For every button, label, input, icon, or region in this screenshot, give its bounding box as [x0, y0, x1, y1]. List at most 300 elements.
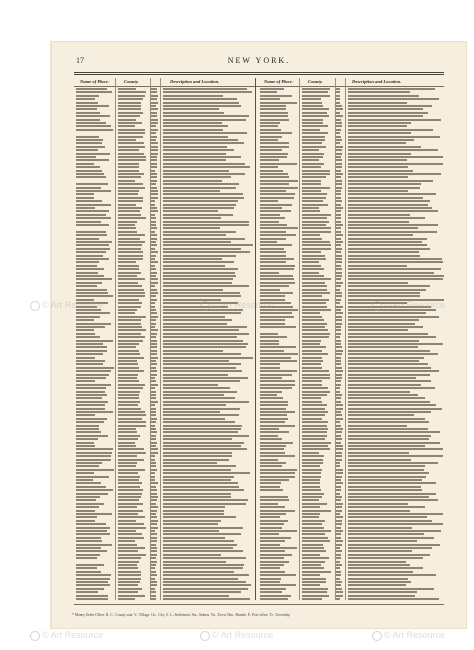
text-line — [260, 584, 296, 586]
text-line — [302, 353, 328, 355]
text-line — [151, 581, 157, 583]
text-line — [348, 374, 430, 376]
text-line — [76, 414, 95, 416]
text-line — [348, 523, 443, 525]
text-line — [302, 306, 327, 308]
text-line — [151, 258, 155, 260]
text-line — [76, 425, 99, 427]
text-line — [118, 506, 137, 508]
text-line — [336, 503, 343, 505]
text-line — [302, 496, 322, 498]
text-line — [336, 292, 342, 294]
text-line — [76, 472, 94, 474]
text-line — [336, 129, 341, 131]
text-line — [302, 156, 323, 158]
text-line — [118, 510, 143, 512]
text-line — [151, 183, 156, 185]
text-line — [336, 595, 343, 597]
left-postal-code-column — [151, 88, 159, 600]
text-line — [118, 265, 139, 267]
text-line — [118, 95, 145, 97]
text-line — [76, 360, 105, 362]
text-line — [118, 258, 143, 260]
text-line — [151, 530, 155, 532]
text-line — [302, 472, 321, 474]
text-line — [336, 217, 341, 219]
text-line — [76, 363, 103, 365]
text-line — [336, 173, 343, 175]
text-line — [151, 489, 157, 491]
text-line — [302, 595, 329, 597]
text-line — [348, 489, 422, 491]
text-line — [336, 486, 341, 488]
text-line — [118, 469, 145, 471]
text-line — [163, 204, 236, 206]
text-line — [336, 282, 343, 284]
text-line — [348, 278, 443, 280]
text-line — [348, 578, 408, 580]
text-line — [118, 190, 139, 192]
text-line — [336, 510, 342, 512]
text-line — [348, 581, 411, 583]
text-line — [163, 323, 227, 325]
text-line — [151, 418, 157, 420]
running-title: NEW YORK. — [227, 56, 291, 65]
text-line — [336, 183, 342, 185]
text-line — [118, 340, 143, 342]
text-line — [260, 421, 285, 423]
text-line — [151, 119, 158, 121]
text-line — [336, 581, 342, 583]
text-line — [260, 384, 295, 386]
text-line — [348, 370, 439, 372]
text-line — [260, 156, 287, 158]
text-line — [151, 139, 156, 141]
text-line — [163, 357, 253, 359]
text-line — [163, 367, 236, 369]
text-line — [260, 387, 292, 389]
text-line — [260, 289, 280, 291]
text-line — [151, 578, 155, 580]
text-line — [76, 394, 107, 396]
text-line — [151, 197, 158, 199]
text-line — [76, 452, 112, 454]
text-line — [260, 234, 296, 236]
text-line — [336, 227, 341, 229]
text-line — [118, 595, 145, 597]
text-line — [76, 598, 108, 600]
text-line — [76, 285, 97, 287]
text-line — [348, 387, 435, 389]
text-line — [118, 408, 141, 410]
text-line — [302, 88, 330, 90]
text-line — [348, 153, 411, 155]
text-line — [348, 588, 434, 590]
text-line — [260, 200, 278, 202]
text-line — [76, 370, 111, 372]
text-line — [118, 360, 137, 362]
text-line — [151, 221, 156, 223]
text-line — [260, 326, 296, 328]
text-line — [118, 472, 138, 474]
text-line — [348, 571, 413, 573]
watermark: © Art Resource — [200, 630, 273, 641]
text-line — [118, 394, 139, 396]
text-line — [336, 523, 342, 525]
text-line — [118, 210, 140, 212]
text-line — [118, 149, 139, 151]
text-line — [151, 370, 157, 372]
text-line — [163, 499, 248, 501]
text-line — [336, 489, 341, 491]
text-line — [260, 520, 288, 522]
text-line — [118, 363, 138, 365]
text-line — [348, 91, 410, 93]
text-line — [118, 289, 144, 291]
text-line — [76, 438, 98, 440]
text-line — [76, 221, 101, 223]
text-line — [163, 173, 245, 175]
text-line — [151, 163, 157, 165]
text-line — [302, 163, 324, 165]
text-line — [118, 523, 144, 525]
text-line — [76, 149, 98, 151]
text-line — [118, 102, 141, 104]
text-line — [348, 326, 423, 328]
text-line — [336, 346, 342, 348]
text-line — [348, 506, 425, 508]
text-line — [348, 574, 436, 576]
text-line — [163, 513, 224, 515]
text-line — [302, 241, 330, 243]
text-line — [163, 289, 223, 291]
text-line — [151, 540, 157, 542]
text-line — [348, 129, 433, 131]
text-line — [336, 285, 341, 287]
text-line — [336, 584, 341, 586]
text-line — [348, 557, 423, 559]
text-line — [76, 530, 107, 532]
text-line — [76, 469, 114, 471]
text-line — [336, 442, 341, 444]
text-line — [118, 374, 138, 376]
text-line — [151, 567, 155, 569]
text-line — [302, 248, 331, 250]
text-line — [151, 425, 155, 427]
text-line — [118, 136, 143, 138]
text-line — [348, 476, 426, 478]
text-line — [151, 227, 157, 229]
text-line — [260, 414, 287, 416]
text-line — [260, 438, 282, 440]
text-line — [348, 88, 435, 90]
text-line — [163, 472, 250, 474]
text-line — [260, 272, 279, 274]
text-line — [336, 561, 340, 563]
text-line — [260, 88, 284, 90]
text-line — [260, 159, 279, 161]
text-line — [163, 170, 229, 172]
text-line — [302, 544, 323, 546]
text-line — [348, 289, 426, 291]
text-line — [302, 510, 331, 512]
text-line — [163, 119, 246, 121]
text-line — [260, 455, 295, 457]
text-line — [163, 210, 218, 212]
text-line — [118, 452, 146, 454]
text-line — [260, 149, 282, 151]
text-line — [163, 234, 226, 236]
text-line — [336, 119, 341, 121]
text-line — [348, 272, 434, 274]
text-line — [118, 567, 138, 569]
text-line — [76, 176, 106, 178]
text-line — [336, 530, 343, 532]
text-line — [302, 363, 321, 365]
text-line — [260, 435, 278, 437]
text-line — [260, 275, 293, 277]
text-line — [260, 418, 288, 420]
text-line — [118, 292, 145, 294]
text-line — [151, 527, 158, 529]
text-line — [336, 323, 342, 325]
text-line — [348, 384, 421, 386]
text-line — [151, 482, 158, 484]
text-line — [348, 428, 428, 430]
text-line — [151, 459, 155, 461]
text-line — [336, 540, 343, 542]
text-line — [348, 448, 443, 450]
text-line — [302, 584, 320, 586]
text-line — [163, 428, 241, 430]
text-line — [348, 421, 429, 423]
text-line — [118, 125, 135, 127]
text-line — [260, 510, 295, 512]
text-line — [163, 187, 236, 189]
text-line — [163, 523, 218, 525]
text-line — [163, 374, 228, 376]
text-line — [302, 571, 331, 573]
text-line — [302, 567, 324, 569]
text-line — [163, 295, 241, 297]
text-line — [163, 200, 238, 202]
text-line — [336, 401, 341, 403]
text-line — [348, 227, 418, 229]
text-line — [76, 486, 106, 488]
text-line — [118, 217, 146, 219]
text-line — [118, 326, 142, 328]
copyright-icon — [200, 631, 210, 641]
text-line — [302, 520, 325, 522]
text-line — [260, 506, 285, 508]
text-line — [163, 129, 223, 131]
text-line — [163, 476, 234, 478]
text-line — [260, 251, 286, 253]
text-line — [151, 469, 157, 471]
text-line — [151, 353, 157, 355]
text-line — [118, 108, 141, 110]
text-line — [260, 533, 279, 535]
text-line — [260, 357, 291, 359]
text-line — [151, 421, 156, 423]
text-line — [348, 214, 410, 216]
text-line — [76, 459, 111, 461]
text-line — [260, 153, 288, 155]
text-line — [302, 302, 326, 304]
text-line — [76, 204, 111, 206]
text-line — [163, 251, 250, 253]
text-line — [76, 173, 104, 175]
text-line — [260, 550, 285, 552]
text-line — [348, 149, 438, 151]
text-line — [348, 180, 433, 182]
text-line — [348, 377, 416, 379]
text-line — [163, 581, 246, 583]
text-line — [260, 183, 289, 185]
text-line — [302, 173, 330, 175]
page-header — [52, 56, 466, 70]
text-line — [76, 411, 113, 413]
text-line — [260, 139, 278, 141]
text-line — [336, 411, 341, 413]
text-line — [118, 544, 137, 546]
text-line — [336, 340, 341, 342]
text-line — [302, 448, 330, 450]
text-line — [151, 285, 155, 287]
center-divider — [255, 78, 256, 600]
text-line — [336, 295, 342, 297]
text-line — [118, 442, 135, 444]
text-line — [302, 574, 320, 576]
text-line — [151, 391, 156, 393]
text-line — [118, 513, 138, 515]
text-line — [348, 204, 428, 206]
right-name-heading: Name of Place. — [264, 79, 293, 84]
text-line — [260, 122, 280, 124]
text-line — [302, 139, 325, 141]
text-line — [151, 510, 157, 512]
text-line — [151, 207, 157, 209]
text-line — [302, 125, 328, 127]
text-line — [348, 146, 421, 148]
text-line — [118, 418, 142, 420]
text-line — [336, 268, 342, 270]
text-line — [348, 329, 408, 331]
text-line — [348, 540, 417, 542]
text-line — [348, 350, 430, 352]
text-line — [336, 591, 343, 593]
text-line — [76, 493, 108, 495]
text-line — [151, 513, 156, 515]
text-line — [163, 91, 252, 93]
text-line — [118, 346, 136, 348]
text-line — [302, 258, 326, 260]
text-line — [163, 465, 236, 467]
text-line — [151, 598, 156, 600]
text-line — [302, 479, 320, 481]
text-line — [118, 462, 137, 464]
text-line — [348, 115, 423, 117]
text-line — [76, 329, 94, 331]
text-line — [76, 251, 106, 253]
page-number: 17 — [76, 56, 84, 65]
text-line — [348, 438, 429, 440]
text-line — [302, 285, 327, 287]
text-line — [348, 112, 428, 114]
text-line — [348, 564, 410, 566]
text-line — [118, 319, 141, 321]
text-line — [163, 292, 240, 294]
text-line — [76, 431, 101, 433]
text-line — [118, 302, 142, 304]
text-line — [151, 499, 157, 501]
text-line — [302, 438, 325, 440]
text-line — [336, 421, 340, 423]
text-line — [163, 377, 248, 379]
text-line — [151, 108, 158, 110]
text-line — [336, 408, 343, 410]
text-line — [348, 595, 415, 597]
text-line — [76, 166, 100, 168]
text-line — [336, 289, 340, 291]
text-line — [118, 397, 139, 399]
text-line — [151, 323, 156, 325]
text-line — [336, 224, 343, 226]
text-line — [76, 367, 114, 369]
text-line — [163, 391, 237, 393]
text-line — [260, 476, 295, 478]
text-line — [336, 139, 342, 141]
text-line — [348, 190, 408, 192]
text-line — [76, 170, 102, 172]
text-line — [302, 323, 327, 325]
text-line — [76, 550, 107, 552]
text-line — [163, 595, 229, 597]
text-line — [302, 530, 331, 532]
text-line — [260, 197, 294, 199]
watermark: © Art Resource — [30, 300, 103, 311]
text-line — [118, 119, 136, 121]
text-line — [163, 125, 228, 127]
text-line — [260, 207, 282, 209]
text-line — [302, 533, 325, 535]
text-line — [76, 193, 94, 195]
text-line — [260, 479, 289, 481]
text-line — [163, 159, 226, 161]
text-line — [336, 380, 341, 382]
text-line — [151, 241, 156, 243]
text-line — [302, 561, 325, 563]
text-line — [163, 272, 235, 274]
watermark: © Art Resource — [200, 300, 273, 311]
text-line — [118, 574, 141, 576]
text-line — [118, 401, 140, 403]
text-line — [163, 153, 226, 155]
text-line — [151, 91, 157, 93]
text-line — [118, 353, 140, 355]
text-line — [336, 452, 342, 454]
text-line — [302, 374, 330, 376]
text-line — [118, 241, 145, 243]
text-line — [163, 561, 226, 563]
text-line — [260, 210, 291, 212]
text-line — [260, 91, 277, 93]
text-line — [336, 476, 342, 478]
text-line — [260, 119, 289, 121]
text-line — [348, 312, 426, 314]
text-line — [302, 414, 325, 416]
text-line — [260, 459, 278, 461]
